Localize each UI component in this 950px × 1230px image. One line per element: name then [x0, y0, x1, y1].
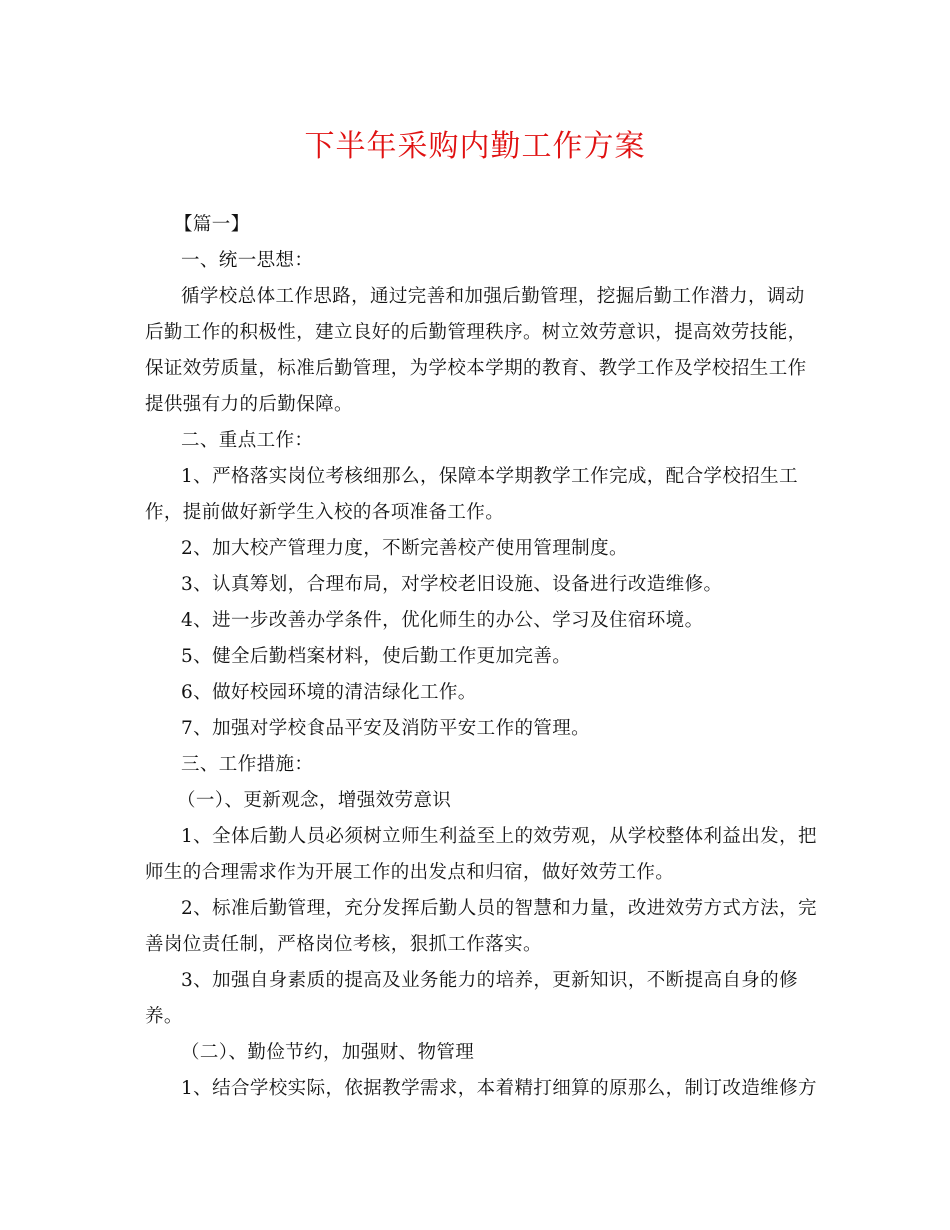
paragraph-line: 1、严格落实岗位考核细那么，保障本学期教学工作完成，配合学校招生工 — [181, 466, 798, 487]
heading-3: 三、工作措施： — [181, 754, 314, 775]
section-label: 【篇一】 — [174, 214, 250, 235]
paragraph-line: 作，提前做好新学生入校的各项准备工作。 — [145, 502, 505, 523]
heading-2: 二、重点工作： — [181, 430, 314, 451]
paragraph-line: 师生的合理需求作为开展工作的出发点和归宿，做好效劳工作。 — [145, 862, 675, 883]
paragraph-line: 养。 — [145, 1006, 183, 1027]
paragraph-line: 循学校总体工作思路，通过完善和加强后勤管理，挖掘后勤工作潜力，调动 — [181, 286, 805, 307]
paragraph-line: 保证效劳质量，标准后勤管理，为学校本学期的教育、教学工作及学校招生工作 — [145, 358, 807, 379]
list-item: 6、做好校园环境的清洁绿化工作。 — [181, 682, 477, 703]
paragraph-line: 善岗位责任制，严格岗位考核，狠抓工作落实。 — [145, 934, 542, 955]
list-item: 5、健全后勤档案材料，使后勤工作更加完善。 — [181, 646, 572, 667]
paragraph-line: 后勤工作的积极性，建立良好的后勤管理秩序。树立效劳意识，提高效劳技能， — [145, 322, 807, 343]
subheading-1: （一）、更新观念，增强效劳意识 — [177, 790, 452, 811]
heading-1: 一、统一思想： — [181, 250, 314, 271]
paragraph-line: 1、全体后勤人员必须树立师生利益至上的效劳观，从学校整体利益出发，把 — [181, 826, 817, 847]
paragraph-line: 1、结合学校实际，依据教学需求，本着精打细算的原那么，制订改造维修方 — [181, 1078, 817, 1099]
subheading-2: （二）、勤俭节约，加强财、物管理 — [181, 1042, 475, 1063]
list-item: 2、加大校产管理力度，不断完善校产使用管理制度。 — [181, 538, 628, 559]
paragraph-line: 2、标准后勤管理，充分发挥后勤人员的智慧和力量，改进效劳方式方法，完 — [181, 898, 817, 919]
paragraph-line: 提供强有力的后勤保障。 — [145, 394, 353, 415]
list-item: 4、进一步改善办学条件，优化师生的办公、学习及住宿环境。 — [181, 610, 704, 631]
document-title: 下半年采购内勤工作方案 — [304, 129, 646, 164]
list-item: 3、认真筹划，合理布局，对学校老旧设施、设备进行改造维修。 — [181, 574, 723, 595]
paragraph-line: 3、加强自身素质的提高及业务能力的培养，更新知识，不断提高自身的修 — [181, 970, 798, 991]
list-item: 7、加强对学校食品平安及消防平安工作的管理。 — [181, 718, 591, 739]
